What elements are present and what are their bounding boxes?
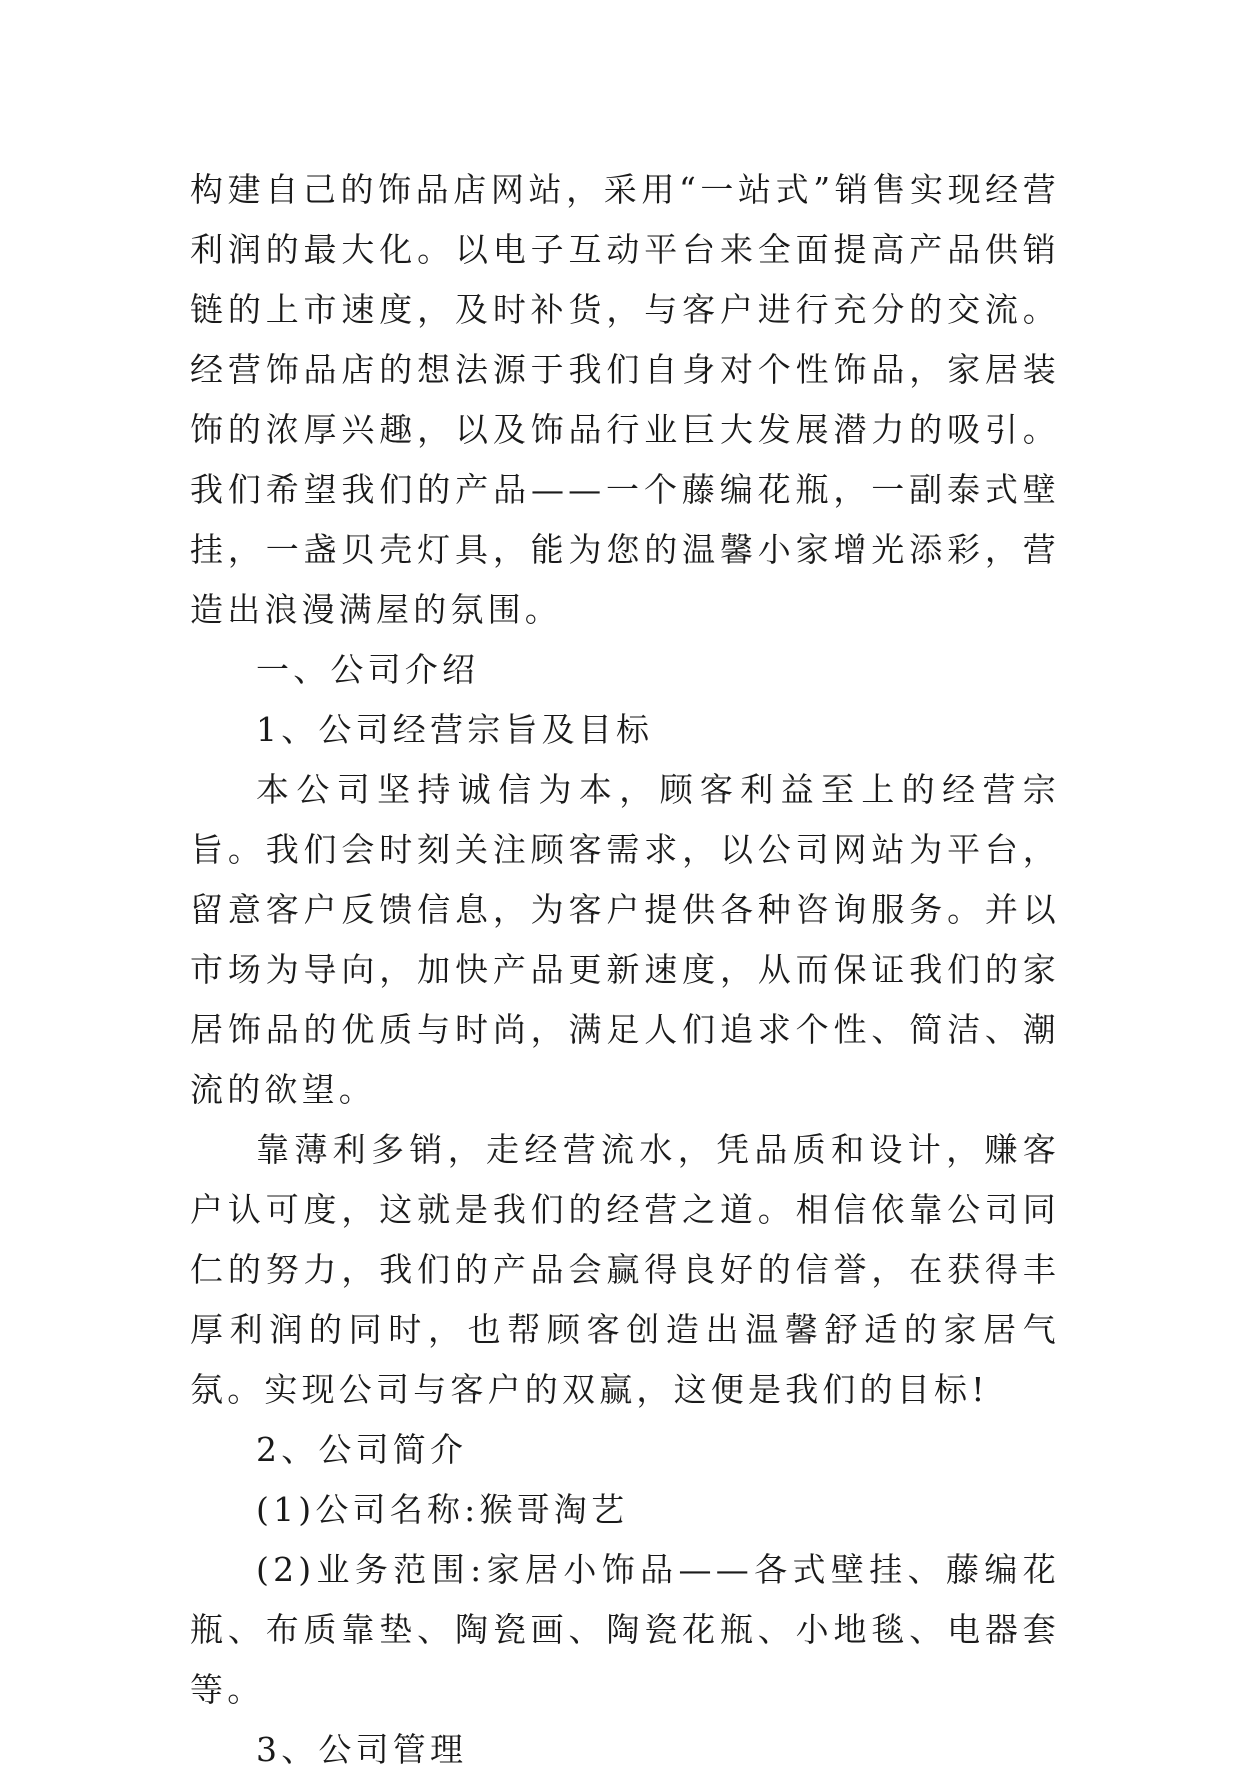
goals-paragraph: 靠薄利多销，走经营流水，凭品质和设计，赚客户认可度，这就是我们的经营之道。相信依靠公司同仁的努力，我们的产品会赢得良好的信誉，在获得丰厚利润的同时，也帮顾客创造出温馨舒适的家居气氛。实现公司与客户的双赢，这便是我们的目标! (190, 1130, 1060, 1409)
intro-paragraph: 构建自己的饰品店网站，采用“一站式”销售实现经营利润的最大化。以电子互动平台来全面提高产品供销链的上市速度，及时补货，与客户进行充分的交流。经营饰品店的想法源于我们自身对个性饰品，家居装饰的浓厚兴趣，以及饰品行业巨大发展潜力的吸引。我们希望我们的产品——一个藤编花瓶，一副泰式壁挂，一盏贝壳灯具，能为您的温馨小家增光添彩，营造出浪漫满屋的氛围。 (190, 170, 1060, 629)
company-name-line: (1)公司名称:猴哥淘艺 (256, 1490, 629, 1529)
subsection-heading-purpose-goals: 1、公司经营宗旨及目标 (256, 710, 654, 749)
subsection-heading-company-profile: 2、公司简介 (256, 1430, 468, 1469)
document-body (190, 160, 1060, 1780)
purpose-paragraph: 本公司坚持诚信为本，顾客利益至上的经营宗旨。我们会时刻关注顾客需求，以公司网站为平台，留意客户反馈信息，为客户提供各种咨询服务。并以市场为导向，加快产品更新速度，从而保证我们的家居饰品的优质与时尚，满足人们追求个性、简洁、潮流的欲望。 (190, 770, 1060, 1109)
business-scope-line: (2)业务范围:家居小饰品——各式壁挂、藤编花瓶、布质靠垫、陶瓷画、陶瓷花瓶、小地毯、电器套等。 (190, 1550, 1060, 1709)
subsection-heading-company-management: 3、公司管理 (256, 1730, 468, 1769)
section-heading-company-intro: 一、公司介绍 (256, 650, 480, 689)
